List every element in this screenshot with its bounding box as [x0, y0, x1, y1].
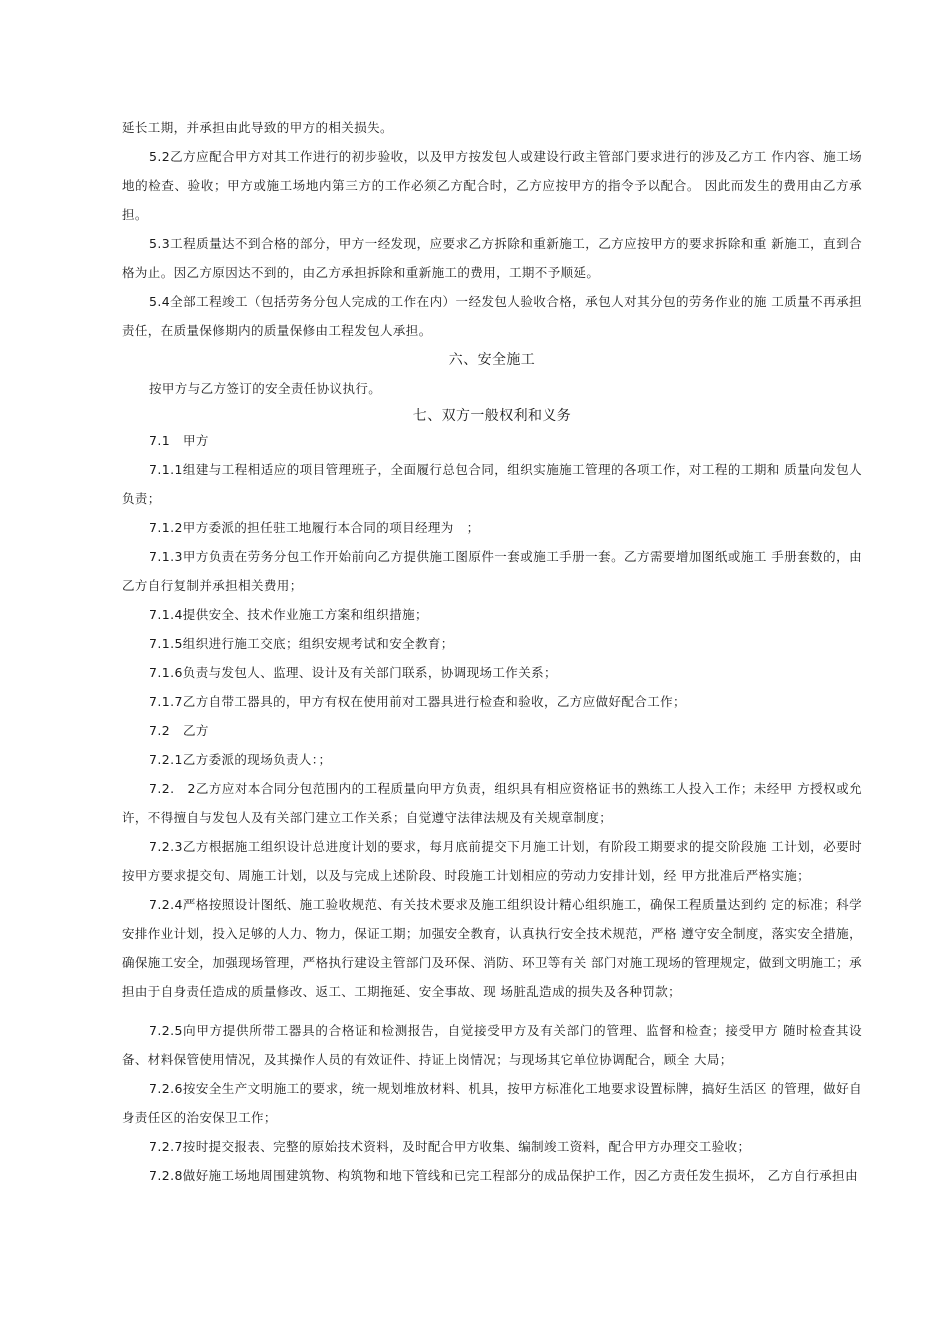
- clause-7-1-2: 7.1.2甲方委派的担任驻工地履行本合同的项目经理为 ；: [149, 520, 480, 535]
- clause-7-1-5: 7.1.5组织进行施工交底；组织安规考试和安全教育；: [149, 636, 454, 651]
- clause-5-4: 5.4全部工程竣工（包括劳务分包人完成的工作在内）一经发包人验收合格，承包人对其分包的劳务作业的施 工质量不再承担责任，在质量保修期内的质量保修由工程发包人承担。: [122, 294, 862, 338]
- clause-6-body: 按甲方与乙方签订的安全责任协议执行。: [149, 381, 382, 396]
- clause-7-2-4: 7.2.4严格按照设计图纸、施工验收规范、有关技术要求及施工组织设计精心组织施工，确保工程质量达到约 定的标准；科学安排作业计划，投入足够的人力、物力，保证工期；加强安全教育，认真执行安全技术规范，严格 遵守安全制度，落实安全措施，确保施工安全，加强现场管理，严格执行建设主管部门及环保、消防、环卫等有关 部门对施工现场的管理规定，做到文明施工；承担由于自身责任造成的质量修改、返工、工期拖延、安全事故、现 场脏乱造成的损失及各种罚款；: [122, 897, 862, 999]
- clause-7-1-1: 7.1.1组建与工程相适应的项目管理班子，全面履行总包合同，组织实施施工管理的各项工作，对工程的工期和 质量向发包人负责；: [122, 462, 862, 506]
- clause-7-1-6: 7.1.6负责与发包人、监理、设计及有关部门联系，协调现场工作关系；: [149, 665, 557, 680]
- paragraph-continuation: 延长工期，并承担由此导致的甲方的相关损失。: [122, 120, 393, 135]
- clause-7-2-2: 7.2. 2乙方应对本合同分包范围内的工程质量向甲方负责，组织具有相应资格证书的熟练工人投入工作；未经甲 方授权或允许，不得擅自与发包人及有关部门建立工作关系；自觉遵守法律法规及有关规章制度；: [122, 781, 862, 825]
- clause-7-1-4: 7.1.4提供安全、技术作业施工方案和组织措施；: [149, 607, 428, 622]
- clause-7-2-8: 7.2.8做好施工场地周围建筑物、构筑物和地下管线和已完工程部分的成品保护工作，因乙方责任发生损坏， 乙方自行承担由: [149, 1168, 858, 1183]
- section-heading-6: 六、安全施工: [448, 352, 536, 368]
- clause-5-3: 5.3工程质量达不到合格的部分，甲方一经发现，应要求乙方拆除和重新施工，乙方应按甲方的要求拆除和重 新施工，直到合格为止。因乙方原因达不到的，由乙方承担拆除和重新施工的费用，工期不予顺延。: [122, 236, 862, 280]
- clause-7-2-7: 7.2.7按时提交报表、完整的原始技术资料，及时配合甲方收集、编制竣工资料，配合甲方办理交工验收；: [149, 1139, 751, 1154]
- clause-5-2: 5.2乙方应配合甲方对其工作进行的初步验收，以及甲方按发包人或建设行政主管部门要求进行的涉及乙方工 作内容、施工场地的检查、验收；甲方或施工场地内第三方的工作必须乙方配合时，乙方应按甲方的指令予以配合。 因此而发生的费用由乙方承担。: [122, 149, 862, 222]
- clause-7-1: 7.1 甲方: [149, 433, 209, 448]
- clause-7-2-5: 7.2.5向甲方提供所带工器具的合格证和检测报告，自觉接受甲方及有关部门的管理、监督和检查；接受甲方 随时检查其设备、材料保管使用情况，及其操作人员的有效证件、持证上岗情况；与现场其它单位协调配合，顾全 大局；: [122, 1023, 862, 1067]
- clause-7-2-6: 7.2.6按安全生产文明施工的要求，统一规划堆放材料、机具，按甲方标准化工地要求设置标牌，搞好生活区 的管理，做好自身责任区的治安保卫工作；: [122, 1081, 862, 1125]
- clause-7-1-7: 7.1.7乙方自带工器具的，甲方有权在使用前对工器具进行检查和验收，乙方应做好配合工作；: [149, 694, 686, 709]
- clause-7-2-3: 7.2.3乙方根据施工组织设计总进度计划的要求，每月底前提交下月施工计划，有阶段工期要求的提交阶段施 工计划，必要时按甲方要求提交旬、周施工计划，以及与完成上述阶段、时段施工计划相应的劳动力安排计划，经 甲方批准后严格实施；: [122, 839, 862, 883]
- clause-7-2: 7.2 乙方: [149, 723, 209, 738]
- section-heading-7: 七、双方一般权利和义务: [412, 408, 572, 424]
- clause-7-2-1: 7.2.1乙方委派的现场负责人：；: [149, 752, 332, 767]
- clause-7-1-3: 7.1.3甲方负责在劳务分包工作开始前向乙方提供施工图原件一套或施工手册一套。乙方需要增加图纸或施工 手册套数的，由乙方自行复制并承担相关费用；: [122, 549, 862, 593]
